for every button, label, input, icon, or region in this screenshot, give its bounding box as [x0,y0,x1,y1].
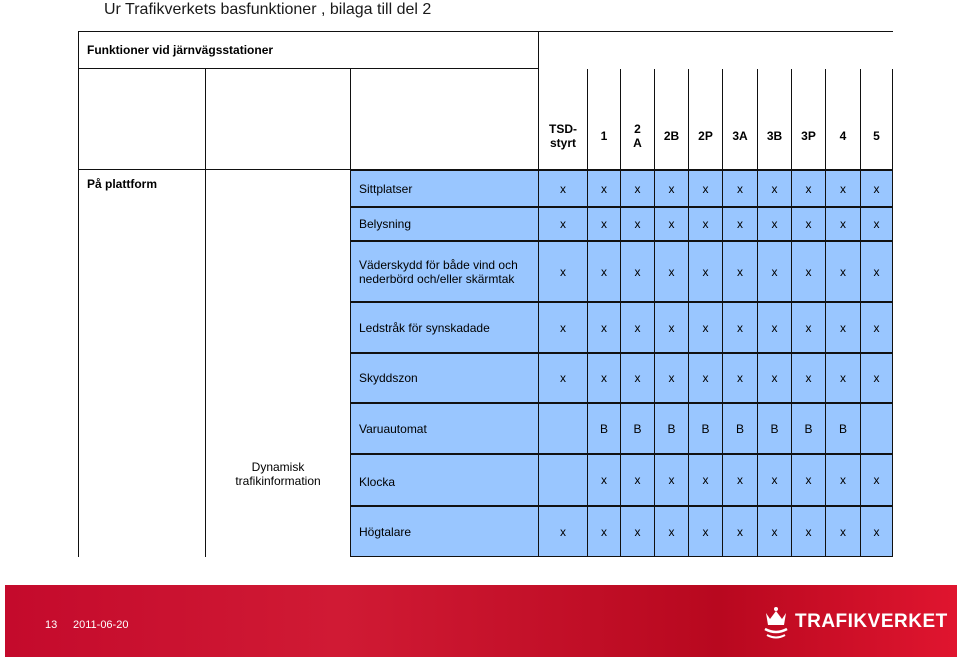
row-value: x [861,241,893,302]
row-value [539,454,588,506]
row-value: x [655,454,689,506]
header-empty-cell [78,69,205,170]
row-value: x [723,302,758,353]
row-value: x [861,207,893,241]
row-value: x [689,302,723,353]
row-value: B [826,403,861,454]
row-value: x [723,241,758,302]
row-value: x [826,506,861,557]
row-label: Sittplatser [350,170,539,207]
row-value: B [588,403,621,454]
row-value: x [758,241,792,302]
row-value: x [861,506,893,557]
row-value: x [655,241,689,302]
row-label: Belysning [350,207,539,241]
column-header-c2p: 2P [689,69,723,170]
row-value: B [792,403,826,454]
group-label-plattform: På plattform [78,170,205,454]
row-value: x [621,207,655,241]
row-value: x [655,353,689,403]
row-value: x [621,302,655,353]
row-value: x [792,170,826,207]
crown-icon [763,605,789,639]
row-value: x [861,170,893,207]
column-header-c3a: 3A [723,69,758,170]
row-value: x [826,353,861,403]
row-value: x [826,207,861,241]
row-value: B [655,403,689,454]
row-value: x [621,241,655,302]
row-value: x [792,241,826,302]
column-header-c3b: 3B [758,69,792,170]
column-header-c2b: 2B [655,69,689,170]
row-value: x [826,454,861,506]
row-value: x [539,302,588,353]
row-value: x [826,170,861,207]
row-value: B [758,403,792,454]
row-value: B [723,403,758,454]
row-value: x [689,241,723,302]
row-value: x [723,353,758,403]
row-value: x [655,170,689,207]
row-value: x [792,302,826,353]
column-header-tsd: TSD- styrt [539,69,588,170]
group-spacer [205,170,350,454]
column-header-c2a: 2 A [621,69,655,170]
row-value: x [588,207,621,241]
row-value: x [861,302,893,353]
header-empty-cell [205,69,350,170]
row-label: Väderskydd för både vind och nederbörd och/eller skärmtak [350,241,539,302]
row-value: x [758,454,792,506]
row-label: Skyddszon [350,353,539,403]
row-value: x [792,454,826,506]
row-value: x [758,353,792,403]
row-value: x [689,207,723,241]
row-value: x [826,302,861,353]
row-value: x [621,353,655,403]
group-label-trafikinfo: Dynamisk trafikinformation [205,454,350,557]
header-top-rule [539,31,893,32]
row-value: x [588,170,621,207]
page-title: Ur Trafikverkets basfunktioner , bilaga till del 2 [104,1,432,18]
trafikverket-logo[interactable] [763,605,948,639]
row-value: x [621,454,655,506]
row-value: x [758,170,792,207]
row-label: Högtalare [350,506,539,557]
row-value: x [689,454,723,506]
column-header-c3p: 3P [792,69,826,170]
column-header-c5: 5 [861,69,893,170]
row-value: x [758,302,792,353]
row-value: x [689,353,723,403]
row-value: x [588,302,621,353]
row-value: x [758,506,792,557]
row-value [539,403,588,454]
row-value: x [539,506,588,557]
row-value: x [588,353,621,403]
row-value: x [655,506,689,557]
row-value: x [621,170,655,207]
row-value: x [792,207,826,241]
row-value: x [588,506,621,557]
row-value: x [539,353,588,403]
row-value: x [826,241,861,302]
row-label: Ledstråk för synskadade [350,302,539,353]
row-value: B [621,403,655,454]
row-value: x [723,454,758,506]
page-number: 13 [45,619,58,631]
logo-text: TRAFIKVERKET [795,611,948,632]
row-value: x [539,241,588,302]
row-value: x [588,454,621,506]
row-value: x [689,170,723,207]
row-value: x [655,207,689,241]
row-value: x [621,506,655,557]
row-value: x [539,170,588,207]
row-value: x [723,506,758,557]
row-value [861,403,893,454]
row-value: x [758,207,792,241]
row-value: x [792,353,826,403]
row-label: Klocka [350,454,539,506]
row-value: x [861,454,893,506]
row-value: x [723,207,758,241]
row-value: x [861,353,893,403]
row-value: x [655,302,689,353]
row-value: x [723,170,758,207]
row-label: Varuautomat [350,403,539,454]
row-value: B [689,403,723,454]
footer-bar [5,585,957,657]
row-value: x [792,506,826,557]
header-empty-cell [350,69,539,170]
row-value: x [689,506,723,557]
row-value: x [539,207,588,241]
column-header-c4: 4 [826,69,861,170]
footer-date: 2011-06-20 [73,619,129,631]
column-header-c1: 1 [588,69,621,170]
row-value: x [588,241,621,302]
group-spacer [78,454,205,557]
section-title: Funktioner vid järnvägsstationer [78,31,539,69]
